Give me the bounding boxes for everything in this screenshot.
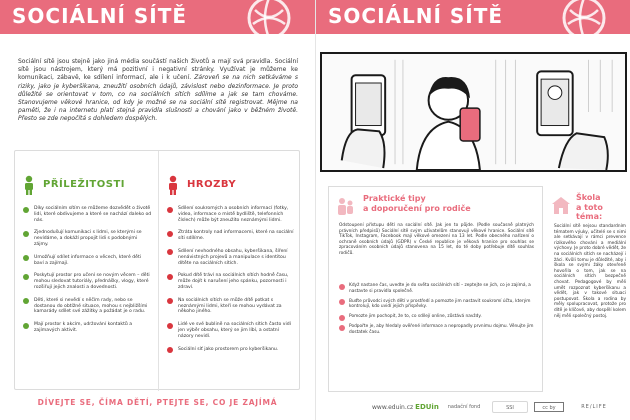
list-item: Sociální síť jako prostorem pro kyberšikanu. xyxy=(167,347,295,353)
bullet-icon xyxy=(23,207,29,213)
parent-tips-list xyxy=(339,283,534,340)
right-page-title: SOCIÁLNÍ SÍTĚ xyxy=(328,4,504,28)
bullet-icon xyxy=(23,298,29,304)
list-item: Děti, které si nevědí s něčím rady, nebo se dostanou do obtížné situace, mohou s nejbližšími kamarády sdílet své zážitky a požádat je o radu. xyxy=(23,298,152,315)
list-item: Sdílení nevhodného obsahu, kyberšikana, šíření nenávistných projevů a manipulace s identitou dítěte na sociálních sítích. xyxy=(167,249,295,266)
list-item: Pokud dítě tráví na sociálních sítích hodně času, může dojít k narušení jeho spánku, pozornosti i zdraví. xyxy=(167,273,295,290)
bullet-icon xyxy=(167,323,173,329)
family-icon xyxy=(335,195,357,217)
list-item: Pomozte jim pochopit, že to, co sdílejí online, zůstává navždy. xyxy=(339,314,534,320)
list-item: Sdílení soukromých a osobních informací (fotky, videa, informace o místě bydliště, telefonních číslech) může být zneužito neznámými lidmi. xyxy=(167,206,295,223)
threats-title: HROZBY xyxy=(187,179,237,190)
creative-commons-badge: cc by xyxy=(534,402,564,412)
foundation-logo: nadační fond xyxy=(447,404,481,410)
list-item: Když nastane čas, uvedte je do světa sociálních sítí – zeptejte se jich, co je zajímá, a nastavte si pravidla společně. xyxy=(339,283,534,294)
bullet-icon xyxy=(339,284,345,290)
parent-tips-intro: Odstoupení přístupu dětí na sociální sítě. Jak jen to půjde. (Podle současně platných právních předpisů) Sociální sítě svým uživatelům stanovují věkové hranice. Sociální sítě TikTok, Instagram, Facebook mají věkové omezení na 13 let. Podle obecného nařízení o ochraně osobních údajů (GDPR) v České republice je věková hranice pro souhlas se zpracováním osobních údajů stanovena na 15 let, do té doby potřebuje dítě souhlas rodičů. xyxy=(339,223,534,256)
list-item: Díky sociálním sítím se můžeme dozvědět o životě lidí, které obdivujeme a které se nachází daleko od nás. xyxy=(23,206,152,223)
bullet-icon xyxy=(167,298,173,304)
school-title: Škola a toto téma: xyxy=(576,193,603,221)
globe-network-icon xyxy=(241,0,297,34)
intro-part1: Sociální sítě jsou stejně jako jiná média součástí našich životů a mají svá pravidla. Sociální sítě jsou nástrojem, který má pozitivní i negativní stránky. Využívat je můžeme ke komunikaci, zábavě, ke sdílení informací, ale i k učení. xyxy=(18,58,298,82)
bullet-icon xyxy=(339,325,345,331)
intro-text xyxy=(18,58,298,124)
bullet-icon xyxy=(167,347,173,353)
bullet-icon xyxy=(339,299,345,305)
bullet-icon xyxy=(23,231,29,237)
intro-part2: Zároveň se na nich setkáváme s riziky, jako je kyberšikana, zneužití osobních údajů, závislost nebo dezinformace. Je proto důležité se orientovat v tom, co na sociálních sítích sdílíme a jak se tam chováme. Stanovujeme věkové hranice, od kdy je možné se na sociální sítě registrovat. Mějme na paměti, že i na internetu platí stejná pravidla slušnosti a chování jako v běžném životě. Přesto se zde nepočítá s dohledem dospělých. xyxy=(18,74,298,123)
bullet-icon xyxy=(167,249,173,255)
bullet-icon xyxy=(167,207,173,213)
bullet-icon xyxy=(339,315,345,321)
bullet-icon xyxy=(167,231,173,237)
relife-logo: RE/LIFE xyxy=(581,404,607,410)
website-link[interactable]: www.eduin.cz xyxy=(372,404,414,411)
threats-column xyxy=(158,151,301,391)
school-section xyxy=(550,186,626,392)
globe-network-icon xyxy=(556,0,612,34)
list-item: Mají prostor k akcím, udržování kontaktů a zajímavých aktivit. xyxy=(23,322,152,334)
threats-list xyxy=(167,206,295,359)
list-item: Buďte průvodci svých dětí v prostředí a pomozte jim nastavit soukromí účtu, kterým kontrolují, kdo uvidí jejich příspěvky. xyxy=(339,299,534,310)
list-item: Podpořte je, aby hledaly ověřené informace a nepropadly prvnímu dojmu. Věnujte jim dostatek času. xyxy=(339,324,534,335)
parent-tips-box xyxy=(328,186,543,392)
list-item: Zjednodušují komunikaci s lidmi, se kterými se nevídáme, a dokáží propojit lidi s podobnými zájmy. xyxy=(23,230,152,247)
opportunities-list xyxy=(23,206,152,341)
opportunities-heading xyxy=(15,175,158,195)
opportunities-title: PŘÍLEŽITOSTI xyxy=(43,179,125,190)
comic-illustration xyxy=(320,52,627,172)
list-item: Na sociálních sítích se může dítě potkat s neznámými lidmi, kteří se mohou vydávat za někoho jiného. xyxy=(167,298,295,315)
list-item: Poskytují prostor pro učení se novým věcem – děti mohou sledovat tutoriály, přednášky, vlogy, které rozšiřují jejich znalosti a dovednosti. xyxy=(23,273,152,290)
school-text: Sociální sítě nejsou standardním tématem výuky, učitelé se s nimi ale setkávají v rámci prevence rizikového chování a mediální výchovy. Je proto dobré vědět, že na sociálních sítích se nacházejí i žáci. Kvůli tomu je důležité, aby i škola se svými žáky otevřeně hovořila o tom, jak se na sociálních sítích bezpečně chovat. Pedagogové by měli umět rozpoznat kyberšikanu a vědět, jak v takové situaci postupovat. Škola a rodina by měly spolupracovat, protože pro dítě je klíčové, aby dospělí kolem něj měli společný postoj. xyxy=(554,224,626,319)
eduin-logo: EDUin xyxy=(415,403,439,411)
list-item: Ztráta kontroly nad informacemi, které na sociální síti sdílíme. xyxy=(167,230,295,242)
ssi-logo: SSI xyxy=(492,401,528,413)
left-page-title: SOCIÁLNÍ SÍTĚ xyxy=(12,4,188,28)
opportunities-column xyxy=(15,151,158,391)
threats-heading xyxy=(159,175,301,195)
right-page xyxy=(315,0,630,420)
right-banner xyxy=(316,0,630,34)
bullet-icon xyxy=(23,274,29,280)
list-item: Umožňují sdílet informace o věcech, které děti baví a zajímají. xyxy=(23,255,152,267)
bullet-icon xyxy=(167,274,173,280)
bullet-icon xyxy=(23,255,29,261)
left-banner xyxy=(0,0,315,34)
school-building-icon xyxy=(550,194,572,216)
person-icon xyxy=(165,175,181,195)
right-footer xyxy=(316,396,630,418)
parent-tips-title: Praktické tipy a doporučení pro rodiče xyxy=(363,194,471,213)
bullet-icon xyxy=(23,323,29,329)
person-icon xyxy=(21,175,37,195)
left-footer-slogan: DÍVEJTE SE, ČÍMA DĚTÍ, PTEJTE SE, CO JE ZAJÍMÁ xyxy=(37,398,278,407)
list-item: Lidé ve své bublině na sociálních sítích často vidí jen výběr obsahu, který se jim líbí, a ostatní názory nevidí. xyxy=(167,322,295,339)
opportunities-threats-box xyxy=(14,150,300,390)
